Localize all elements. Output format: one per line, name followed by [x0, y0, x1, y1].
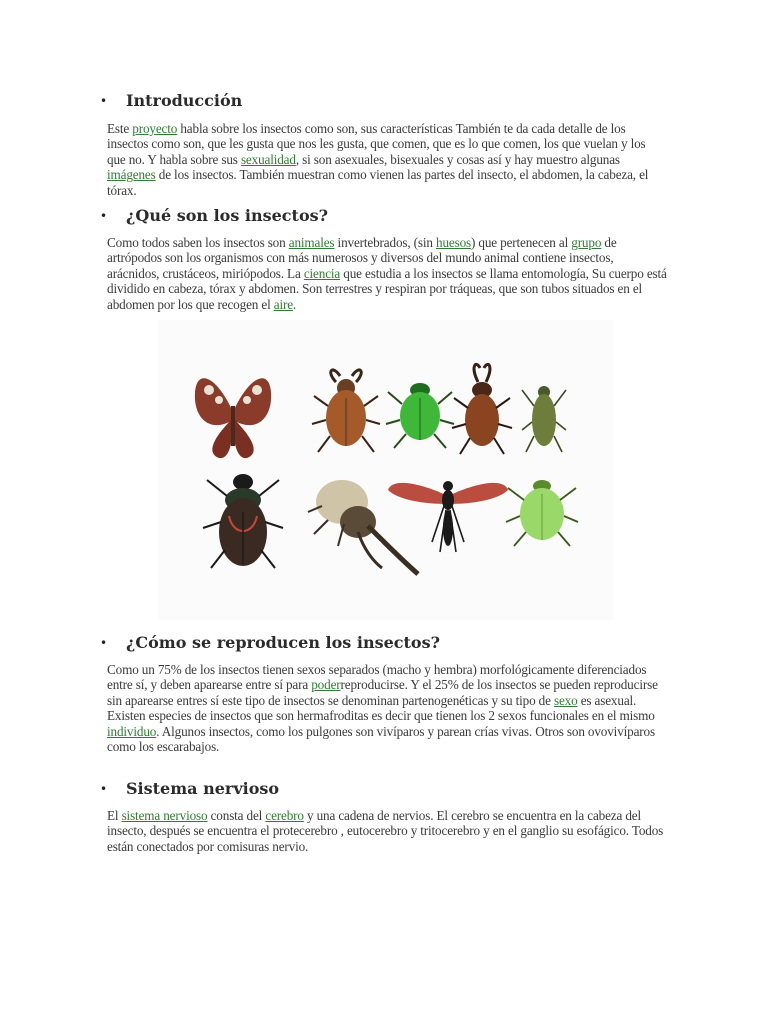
paragraph-text: reproducirse. Y el 25% de los insectos se pueden reproducirse sin aparearse entres sí este tipo de insectos se denominan partenogenéticas y su tipo de — [107, 677, 658, 708]
section-heading-sistema-nervioso — [100, 779, 279, 798]
paragraph-text: que estudia a los insectos se llama entomología, Su cuerpo está dividido en cabeza, tórax y abdomen. Son terrestres y respiran por tráqueas, que son tubos situados en el abdomen por los que recogen el — [107, 265, 667, 312]
link-sistema-nervioso[interactable]: sistema nervioso — [121, 808, 208, 823]
link-huesos[interactable]: huesos — [436, 235, 471, 250]
bullet: • — [100, 93, 108, 108]
link-animales[interactable]: animales — [288, 235, 335, 250]
paragraph-que-son — [107, 235, 667, 312]
link-sexo[interactable]: sexo — [553, 692, 578, 708]
link-imágenes[interactable]: imágenes — [107, 167, 156, 183]
link-aire[interactable]: aire — [273, 296, 293, 312]
paragraph-text: . — [292, 296, 297, 312]
moth-figure — [195, 378, 271, 458]
paragraph-text: . Algunos insectos, como los pulgones son vivíparos y parean crías vivas. Otros son ovovivíparos como los escarabajos. — [107, 723, 655, 755]
paragraph-text: Como todos saben los insectos son — [107, 235, 289, 250]
insects-image — [158, 320, 613, 620]
link-poder[interactable]: poder — [311, 677, 341, 693]
paragraph-introduccion — [107, 121, 667, 198]
paragraph-text: de artrópodos son los organismos con más numerosos y diversos del mundo animal contiene insectos, arácnidos, crustáceos, miriópodos. La — [107, 235, 617, 281]
link-cerebro[interactable]: cerebro — [265, 808, 304, 823]
heading-text: ¿Cómo se reproducen los insectos? — [126, 633, 440, 652]
section-heading-que-son — [100, 206, 328, 225]
paragraph-text: Este — [107, 121, 133, 136]
brown-beetle-figure — [312, 370, 380, 452]
light-green-beetle-figure — [506, 480, 578, 546]
paragraph-reproduccion — [107, 662, 667, 754]
stag-beetle-figure — [452, 364, 512, 454]
green-beetle-figure — [386, 383, 454, 448]
paragraph-text: consta del — [207, 808, 266, 823]
paragraph-text: es asexual. Existen especies de insectos que son hermafroditas es decir que tienen los 2 sexos funcionales en el mismo — [107, 692, 655, 724]
paragraph-text: invertebrados, (sin — [334, 235, 436, 250]
paragraph-text: ) que pertenecen al — [471, 235, 572, 250]
link-ciencia[interactable]: ciencia — [303, 265, 341, 281]
link-individuo[interactable]: individuo — [107, 723, 157, 739]
paragraph-text: Como un 75% de los insectos tienen sexos separados (macho y hembra) morfológicamente diferenciados entre sí, y deben aparearse entre sí para — [107, 662, 647, 693]
paragraph-text: , si son asexuales, bisexuales y cosas así y hay muestro algunas — [295, 151, 620, 167]
bullet: • — [100, 635, 108, 650]
link-grupo[interactable]: grupo — [571, 235, 602, 250]
section-heading-reproduccion — [100, 633, 440, 652]
section-heading-introduccion — [100, 91, 242, 110]
heading-text: ¿Qué son los insectos? — [126, 206, 328, 225]
paragraph-text: y una cadena de nervios. El cerebro se encuentra en la cabeza del insecto, después se encuentra el protecerebro , eutocerebro y tritocerebro y en el ganglio su esofágico. Todos están conectados por comisuras nervio. — [107, 808, 664, 854]
bullet: • — [100, 781, 108, 796]
paragraph-sistema-nervioso — [107, 808, 667, 854]
paragraph-text: de los insectos. También muestran como vienen las partes del insecto, el abdomen, la cabeza, el tórax. — [107, 167, 649, 198]
paragraph-text: habla sobre los insectos como son, sus características También te da cada detalle de los insectos como son, que les gusta que nos les gusta, que comen, que es lo que comen, los que vuelan y los que no. Y habla sobre sus — [107, 121, 646, 167]
paragraph-text: El — [107, 808, 122, 823]
link-proyecto[interactable]: proyecto — [132, 121, 178, 136]
heading-text: Introducción — [126, 91, 243, 110]
heading-text: Sistema nervioso — [126, 779, 280, 798]
dark-beetle-figure — [203, 474, 283, 568]
bullet: • — [100, 208, 108, 223]
small-green-bug-figure — [522, 386, 566, 452]
red-wasp-figure — [388, 481, 508, 552]
link-sexualidad[interactable]: sexualidad — [240, 151, 296, 167]
